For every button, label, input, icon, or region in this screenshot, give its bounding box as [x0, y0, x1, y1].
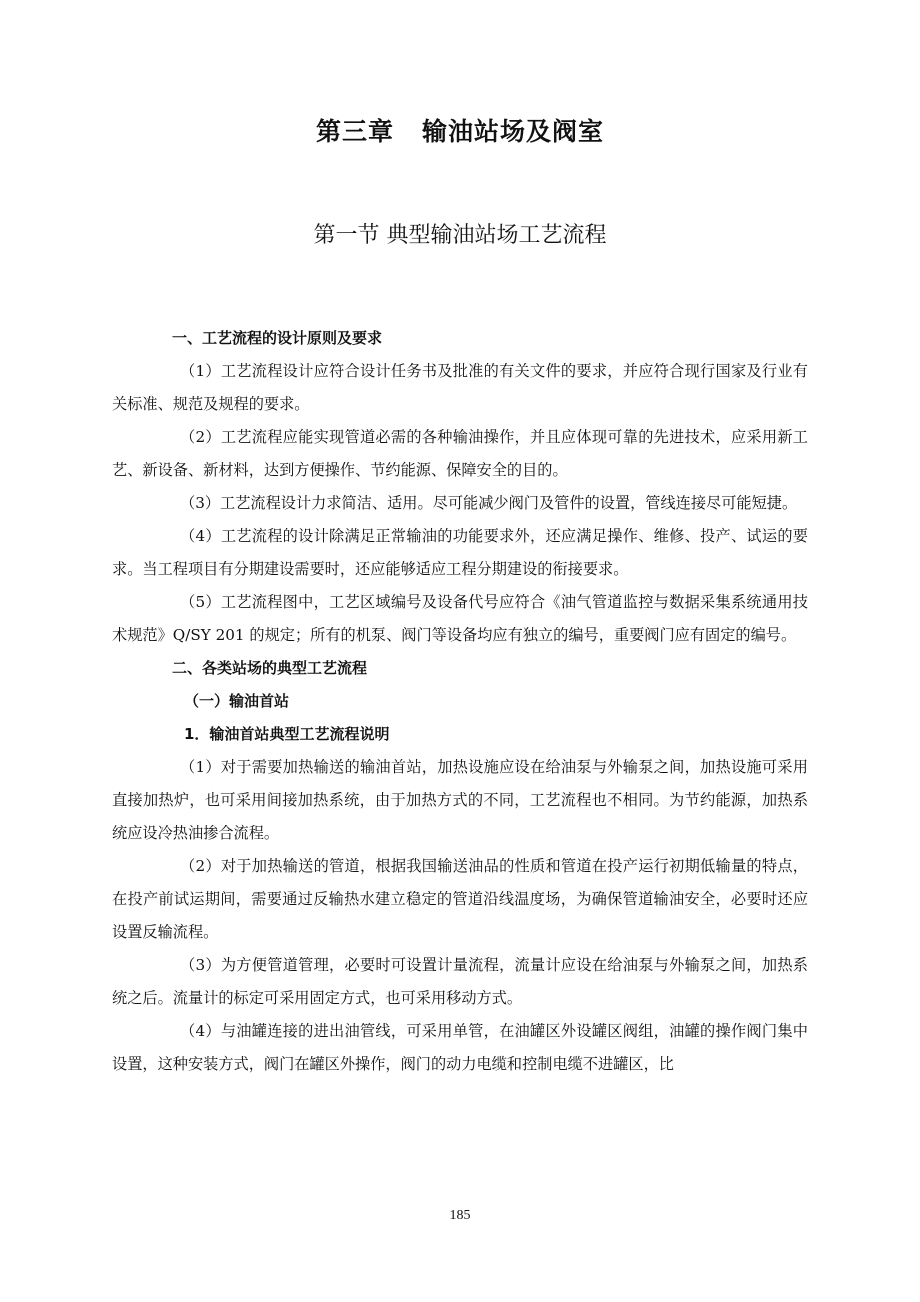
paragraph-description-4: （4）与油罐连接的进出油管线，可采用单管，在油罐区外设罐区阀组，油罐的操作阀门集中设置，这种安装方式，阀门在罐区外操作，阀门的动力电缆和控制电缆不进罐区，比	[112, 1022, 808, 1073]
page-number: 185	[449, 1208, 471, 1223]
document-body	[112, 322, 808, 1081]
chapter-name: 输油站场及阀室	[422, 117, 605, 146]
paragraph-principle-5: （5）工艺流程图中，工艺区域编号及设备代号应符合《油气管道监控与数据采集系统通用技术规范》Q/SY 201 的规定；所有的机泵、阀门等设备均应有独立的编号，重要阀门应有固定的编号。	[112, 593, 808, 644]
heading-design-principles: 一、工艺流程的设计原则及要求	[172, 329, 383, 347]
paragraph-principle-3: （3）工艺流程设计力求简洁、适用。尽可能减少阀门及管件的设置，管线连接尽可能短捷。	[180, 494, 798, 512]
paragraph-description-1: （1）对于需要加热输送的输油首站，加热设施应设在给油泵与外输泵之间，加热设施可采用直接加热炉，也可采用间接加热系统，由于加热方式的不同，工艺流程也不相同。为节约能源，加热系统应设冷热油掺合流程。	[112, 758, 808, 842]
paragraph-principle-1: （1）工艺流程设计应符合设计任务书及批准的有关文件的要求，并应符合现行国家及行业有关标准、规范及规程的要求。	[112, 362, 808, 413]
paragraph-description-2: （2）对于加热输送的管道，根据我国输送油品的性质和管道在投产运行初期低输量的特点，在投产前试运期间，需要通过反输热水建立稳定的管道沿线温度场，为确保管道输油安全，必要时还应设置反输流程。	[112, 857, 808, 941]
paragraph-description-3: （3）为方便管道管理，必要时可设置计量流程，流量计应设在给油泵与外输泵之间，加热系统之后。流量计的标定可采用固定方式，也可采用移动方式。	[112, 956, 808, 1007]
paragraph-principle-4: （4）工艺流程的设计除满足正常输油的功能要求外，还应满足操作、维修、投产、试运的要求。当工程项目有分期建设需要时，还应能够适应工程分期建设的衔接要求。	[112, 527, 808, 578]
heading-first-station: （一）输油首站	[184, 692, 290, 710]
chapter-prefix: 第三章	[315, 117, 394, 146]
heading-flow-description: 1．输油首站典型工艺流程说明	[184, 725, 390, 743]
paragraph-principle-2: （2）工艺流程应能实现管道必需的各种输油操作，并且应体现可靠的先进技术，应采用新工艺、新设备、新材料，达到方便操作、节约能源、保障安全的目的。	[112, 428, 808, 479]
section-title: 第一节 典型输油站场工艺流程	[313, 223, 607, 248]
chapter-title	[0, 112, 920, 148]
heading-typical-flows: 二、各类站场的典型工艺流程	[172, 659, 368, 677]
